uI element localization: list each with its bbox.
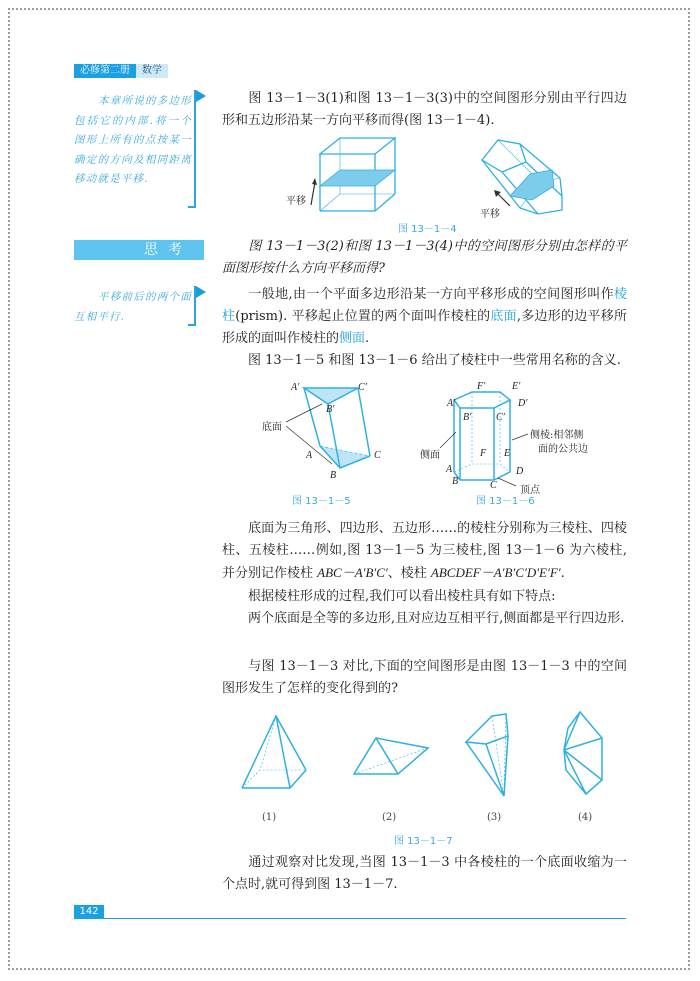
flag-icon [196,286,206,298]
vertex-D: D [516,466,524,477]
caption-fig-13-1-4: 图 13－1－4 [398,224,457,235]
vertex-A: A [306,450,313,461]
vertex-C: C [374,450,381,461]
margin-note-bar [194,90,196,208]
page-footer [74,905,626,919]
figure-13-1-7-pyramid-4 [560,710,606,800]
vertex-E-prime: E′ [512,381,521,392]
paragraph-properties: 两个底面是全等的多边形,且对应边互相平行,侧面都是平行四边形. [248,611,625,626]
keyword-base: 底面 [490,309,517,324]
figure-13-1-7-pyramid-2 [352,734,432,778]
margin-note-translation: 本章所说的多边形包括它的内部.将一个图形上所有的点按某一确定的方向及相同距离移动就是平移. [74,95,192,185]
sub-label-1: (1) [262,812,277,823]
keyword-lateral-face: 侧面 [339,331,366,346]
think-heading: 思考 [74,240,204,260]
paragraph-prism-definition: 一般地,由一个平面多边形沿某一方向平移形成的空间图形叫作棱柱(prism). 平移起止位置的两个面叫作棱柱的底面,多边形的边平移所形成的面叫作棱柱的侧面. [222,287,627,346]
figure-13-1-7-pyramid-3 [464,712,514,802]
figure-13-1-7-pyramid-1 [240,714,310,794]
sub-label-3: (3) [487,812,502,823]
label-lateral-edge-line1: 侧棱:相邻侧 [530,430,584,441]
vertex-B-prime: B′ [326,404,335,415]
translate-label-right: 平移 [480,209,500,220]
subject-label: 数学 [136,64,168,78]
keyword-prism: 棱柱 [222,287,627,324]
vertex-C-prime: C′ [358,382,367,393]
paragraph-fig4-intro: 图 13－1－3(1)和图 13－1－3(3)中的空间图形分别由平行四边形和五边形沿某一方向平移而得(图 13－1－4). [222,91,627,128]
paragraph-properties-intro: 根据棱柱形成的过程,我们可以看出棱柱具有如下特点: [248,589,556,604]
arrow-up-icon [308,178,318,206]
notation-hexagonal-prism: ABCDEF－A′B′C′D′E′F′ [430,565,561,580]
margin-note-bar-foot [188,206,196,208]
vertex-A: A [446,464,453,475]
paragraph-prism-naming: 底面为三角形、四边形、五边形……的棱柱分别称为三棱柱、四棱柱、五棱柱……例如,图 13－1－5 为三棱柱,图 13－1－6 为六棱柱,并分别记作棱柱 ABC－A′B′C′、棱柱 ABCDEF－A′B′C′D′E′F′. [222,521,627,581]
vertex-B: B [452,476,459,487]
translate-label-left: 平移 [286,196,306,207]
vertex-B-prime: B′ [463,412,472,423]
sub-label-2: (2) [382,812,397,823]
label-lateral-edge-line2: 面的公共边 [538,444,588,455]
vertex-A-prime: A′ [447,398,456,409]
label-base-face: 底面 [262,422,282,433]
paragraph-fig5-6-intro: 图 13－1－5 和图 13－1－6 给出了棱柱中一些常用名称的含义. [248,353,621,368]
footer-rule [104,918,626,920]
vertex-D-prime: D′ [518,398,528,409]
margin-note-parallel: 平移前后的两个面互相平行. [74,291,192,323]
vertex-C: C [490,480,497,491]
notation-triangular-prism: ABC－A′B′C′ [317,565,388,580]
paragraph-fig7-question: 与图 13－1－3 对比,下面的空间图形是由图 13－1－3 中的空间图形发生了怎样的变化得到的? [222,659,627,696]
paragraph-conclusion: 通过观察对比发现,当图 13－1－3 中各棱柱的一个底面收缩为一个点时,就可得到图 13－1－7. [222,855,627,892]
vertex-C-prime: C′ [496,412,505,423]
flag-icon [196,90,206,102]
vertex-F-prime: F′ [477,381,486,392]
vertex-E: E [504,448,511,459]
vertex-B: B [330,470,337,481]
book-header [74,64,168,78]
sub-label-4: (4) [578,812,593,823]
vertex-A-prime: A′ [291,382,300,393]
caption-fig-13-1-6: 图 13－1－6 [476,496,535,507]
label-vertex: 顶点 [520,485,540,496]
margin-note-bar-foot [188,324,196,326]
caption-fig-13-1-7: 图 13－1－7 [394,836,453,847]
page-number: 142 [74,905,104,919]
label-lateral-face: 侧面 [420,450,440,461]
paragraph-think-question: 图 13－1－3(2)和图 13－1－3(4)中的空间图形分别由怎样的平面图形按什么方向平移而得? [222,239,627,276]
vertex-F: F [480,448,487,459]
caption-fig-13-1-5: 图 13－1－5 [292,496,351,507]
book-title: 必修第二册 [74,64,136,78]
